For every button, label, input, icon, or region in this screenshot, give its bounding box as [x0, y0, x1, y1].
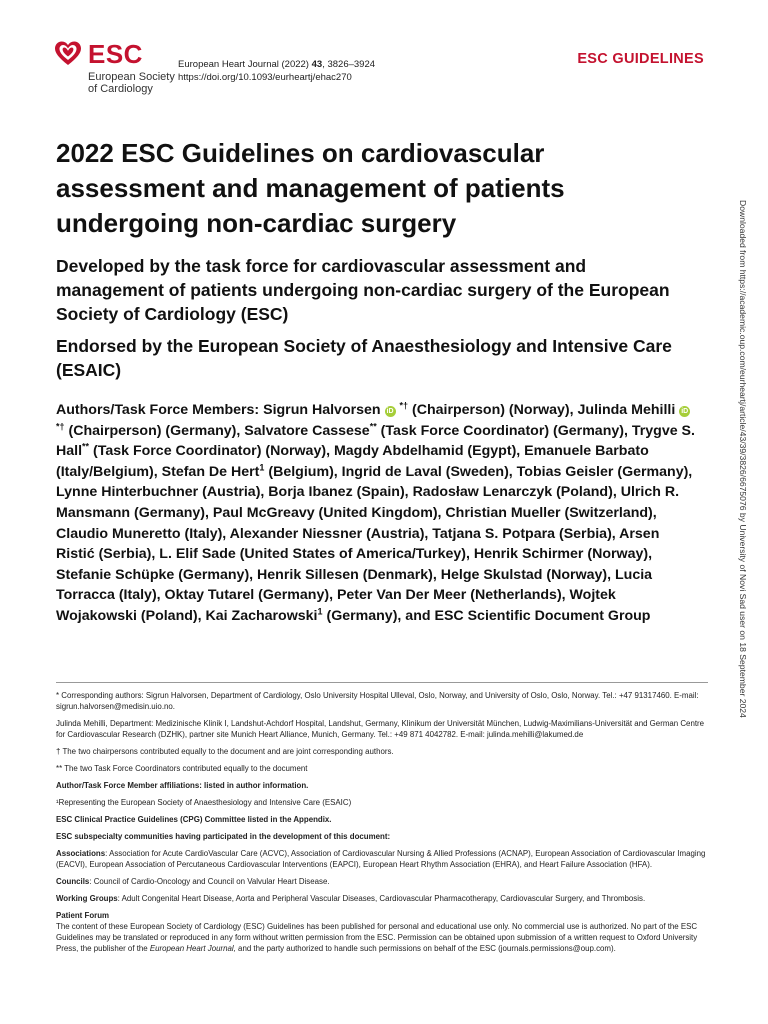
footnote-chairpersons: † The two chairpersons contributed equally to the document and are joint corresponding authors. — [56, 747, 394, 756]
journal-citation — [178, 58, 375, 71]
associations-label: Associations — [56, 849, 106, 858]
logo-name-line1: European Society — [88, 71, 175, 83]
working-groups-label: Working Groups — [56, 894, 118, 903]
author-mark: 1 — [259, 462, 265, 473]
author-text: (Belgium), Ingrid de Laval (Sweden), Tobias Geisler (Germany), Lynne Hinterbuchner (Austria), Borja Ibanez (Spain), Radosław Lenarczyk (Poland), Ulrich R. Mansmann (Germany), Paul McGreavy (United Kingdom), Christian Mueller (Switzerland), Claudio Muneretto (Italy), Alexander Niessner (Austria), Tatjana S. Potpara (Serbia), Arsen Ristić (Serbia), L. Elif Sade (United States of America/Turkey), Henrik Schirmer (Norway), Stefanie Schüpke (Germany), Henrik Sillesen (Denmark), Helge Skulstad (Norway), Lucia Torracca (Italy), Oktay Tutarel (Germany), Peter Van Der Meer (Netherlands), Wojtek Wojakowski (Poland), Kai Zacharowski — [56, 463, 693, 624]
copyright-journal: European Heart Journal, — [149, 944, 236, 953]
heart-logo-icon — [54, 40, 82, 68]
footnote-affiliations: Author/Task Force Member affiliations: listed in author information. — [56, 781, 309, 790]
councils-label: Councils — [56, 877, 90, 886]
footnote-subspecialty: ESC subspecialty communities having participated in the development of this document: — [56, 832, 391, 841]
logo-abbreviation: ESC — [88, 39, 143, 69]
footnote-associations — [56, 848, 708, 870]
journal-name: European Heart Journal (2022) — [178, 59, 309, 70]
footnote-corresponding-1: * Corresponding authors: Sigrun Halvorsen, Department of Cardiology, Oslo University Hospital Ulleval, Oslo, Norway, and University of Oslo, Oslo, Norway. Tel.: +47 91317460. E-mail: sigrun.halvorsen@medisin.uio.no. — [56, 691, 699, 711]
author-text: (Chairperson) (Germany), Salvatore Cassese — [68, 422, 370, 439]
footnote-cpg: ESC Clinical Practice Guidelines (CPG) Committee listed in the Appendix. — [56, 815, 332, 824]
working-groups-text: : Adult Congenital Heart Disease, Aorta and Peripheral Vascular Diseases, Cardiovascular Pharmacotherapy, Cardiovascular Surgery, and Thrombosis. — [117, 894, 646, 903]
download-watermark — [738, 200, 754, 800]
footnote-corresponding-2: Julinda Mehilli, Department: Medizinische Klinik I, Landshut-Achdorf Hospital, Landshut, Germany, Klinikum der Universität München, Ludwig-Maximilians-Universität and German Centre for Cardiovascular Research (DZHK), partner site Munich Heart Alliance, Munich, Germany. Tel.: +49 871 4042782. E-mail: julinda.mehilli@lakumed.de — [56, 719, 705, 739]
guidelines-badge: ESC GUIDELINES — [577, 51, 704, 67]
author-list — [56, 400, 698, 627]
logo-name-line2: of Cardiology — [88, 83, 153, 95]
author-mark: ** — [369, 420, 377, 431]
councils-text: : Council of Cardio-Oncology and Council on Valvular Heart Disease. — [89, 877, 330, 886]
article-subtitle: Developed by the task force for cardiovascular assessment and management of patients undergoing non-cardiac surgery of the European Society of Cardiology (ESC) — [56, 256, 670, 324]
doi-link[interactable]: https://doi.org/10.1093/eurheartj/ehac270 — [178, 72, 352, 83]
author-mark: 1 — [317, 606, 323, 617]
footnote-divider — [56, 682, 708, 683]
esc-logo — [52, 38, 175, 98]
download-note: Downloaded from https://academic.oup.com/eurheartj/article/43/39/3826/6675076 by University of Novi Sad user on 18 September 2024 — [738, 200, 748, 718]
footnote-representing: ¹Representing the European Society of Anaesthesiology and Intensive Care (ESAIC) — [56, 798, 352, 807]
footnote-coordinators: ** The two Task Force Coordinators contributed equally to the document — [56, 764, 308, 773]
associations-text: : Association for Acute CardioVascular Care (ACVC), Association of Cardiovascular Nursing & Allied Professions (ACNAP), European Association of Cardiovascular Imaging (EACVI), European Association of Percutaneous Cardiovascular Interventions (EAPCI), European Heart Rhythm Association (EHRA), and Heart Failure Association (HFA). — [56, 849, 706, 869]
footnote-councils — [56, 876, 708, 887]
patient-forum-label: Patient Forum — [56, 911, 110, 920]
orcid-icon[interactable]: iD — [681, 408, 689, 415]
author-mark: ** — [82, 441, 90, 452]
author-mark: *† — [56, 420, 65, 431]
author-text: (Task Force Coordinator) (Norway), Magdy Abdelhamid (Egypt), Emanuele Barbato (Italy/Belgium), Stefan De Hert — [56, 443, 649, 480]
endorsement: Endorsed by the European Society of Anaesthesiology and Intensive Care (ESAIC) — [56, 336, 672, 380]
authors-label: Authors/Task Force Members: — [56, 402, 260, 418]
author-text: (Chairperson) (Norway), — [411, 402, 574, 418]
author-halvorsen: Sigrun Halvorsen — [263, 402, 381, 418]
author-text: (Germany), and ESC Scientific Document Group — [326, 607, 651, 624]
author-text: (Task Force Coordinator) (Germany), Trygve S. Hall — [56, 422, 695, 460]
article-title: 2022 ESC Guidelines on cardiovascular assessment and management of patients undergoing non-cardiac surgery — [56, 138, 565, 238]
copyright-notice — [56, 921, 708, 954]
orcid-icon[interactable]: iD — [386, 408, 394, 415]
copyright-text-1: The content of these European Society of Cardiology (ESC) Guidelines has been published for personal and educational use only. No commercial use is authorized. No part of the ESC Guidelines may be translated or reproduced in any form without written permission from the ESC. Permission can be obtained upon submission of a written request to Oxford University Press, the publisher of the — [56, 922, 698, 953]
journal-pages: , 3826–3924 — [322, 59, 376, 70]
footnote-working-groups — [56, 893, 708, 904]
footnotes — [56, 690, 708, 960]
copyright-text-2: and the party authorized to handle such permissions on behalf of the ESC (journals.permissions@oup.com). — [235, 944, 616, 953]
author-mehilli: Julinda Mehilli — [577, 402, 676, 418]
journal-volume: 43 — [311, 59, 323, 70]
author-mark: *† — [399, 400, 409, 411]
page-header — [52, 38, 712, 98]
